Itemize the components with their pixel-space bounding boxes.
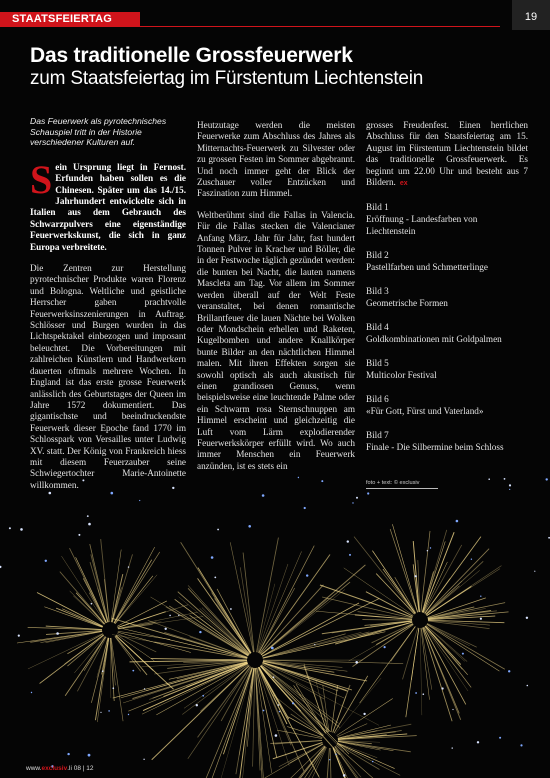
spark-dot — [262, 494, 265, 497]
spark-dot — [87, 515, 89, 517]
firework-streak — [112, 574, 123, 622]
header-rule — [140, 26, 500, 27]
spark-dot — [520, 744, 522, 746]
program-item-desc: «Für Gott, Fürst und Vaterland» — [366, 406, 484, 417]
spark-dot — [49, 492, 52, 495]
firework-streak — [355, 615, 412, 619]
spark-dot — [78, 534, 80, 536]
photo-credit: foto + text: © exclusiv — [366, 480, 438, 489]
firework-streak — [115, 636, 147, 675]
spark-dot — [172, 487, 174, 489]
spark-dot — [329, 759, 330, 760]
spark-dot — [462, 653, 464, 655]
program-item — [366, 393, 528, 417]
spark-dot — [0, 566, 2, 568]
firework-streak — [424, 627, 468, 691]
spark-dot — [31, 692, 32, 693]
program-item — [366, 201, 528, 237]
firework-streak — [290, 744, 324, 763]
spark-dot — [527, 685, 529, 687]
firework-streak — [152, 666, 250, 760]
program-item-desc: Finale - Die Silbermine beim Schloss — [366, 442, 504, 453]
spark-dot — [526, 617, 528, 619]
firework-streak — [427, 624, 505, 669]
lead-text: Das Feuerwerk als pyrotechnisches Schauspiel tritt in der Historie verschiedener Kulturen auf. — [30, 116, 167, 148]
spark-dot — [275, 734, 278, 737]
program-item-title: Bild 5 — [366, 358, 389, 369]
spark-dot — [88, 523, 91, 526]
body-paragraph — [366, 120, 528, 189]
spark-dot — [367, 492, 369, 494]
spark-dot — [356, 497, 358, 499]
program-item — [366, 321, 528, 345]
page-footer — [26, 765, 93, 772]
spark-dot — [321, 480, 323, 482]
spark-dot — [415, 692, 417, 694]
firework-streak — [243, 553, 254, 652]
section-tag: STAATSFEIERTAG — [0, 12, 140, 27]
firework-streak — [188, 588, 249, 654]
spark-dot — [509, 484, 511, 486]
column-3 — [366, 120, 528, 465]
spark-dot — [100, 712, 101, 713]
firework-streak — [257, 584, 275, 652]
spark-dot — [477, 741, 479, 743]
spark-dot — [335, 754, 336, 755]
firework-streak — [142, 663, 248, 714]
spark-dot — [248, 525, 251, 528]
intro-text: ein Ursprung liegt in Fernost. Erfunden haben sollen es die Chinesen. Später um das 14./15. Jahrhundert entwickelte sich in Italien aus dem Gebrauch des Schwarzpulvers eine eigenständige Feuerwerkskunst, die sich in ganz Europa verbreitete. — [30, 161, 186, 252]
spark-dot — [355, 661, 358, 664]
firework-streak — [422, 628, 452, 722]
closing-text: grosses Freudenfest. Einen herrlichen Abschluss für den Staatsfeiertag am 15. August im Fürstentum Liechtenstein bildet das traditionelle Grossfeuerwerk. Es beginnt um 22.00 Uhr und besteht aus 7 Bildern. — [366, 120, 528, 188]
program-item — [366, 285, 528, 309]
spark-dot — [456, 520, 459, 523]
firework-streak — [322, 597, 412, 618]
drop-cap: S — [30, 156, 53, 202]
footer-prefix: www. — [26, 765, 42, 772]
spark-dot — [347, 540, 349, 542]
firework-streak — [263, 632, 370, 658]
program-item-desc: Eröffnung - Landesfarben von Liechtenstein — [366, 214, 478, 237]
firework-streak — [335, 746, 380, 778]
program-item-desc: Geometrische Formen — [366, 298, 448, 309]
spark-dot — [384, 646, 386, 648]
firework-streak — [118, 616, 203, 628]
firework-streak — [112, 554, 132, 622]
spark-dot — [143, 759, 144, 760]
firework-streak — [257, 538, 279, 653]
program-item-title: Bild 3 — [366, 286, 389, 297]
spark-dot — [113, 687, 115, 689]
footer-suffix: .li 08 | 12 — [67, 765, 94, 772]
spark-dot — [352, 502, 353, 503]
body-paragraph: Heutzutage werden die meisten Feuerwerke zum Abschluss des Jahres als Mitternachts-Feuerwerk zu Silvester oder zu grossen Festen im Sommer abgebrannt. Und noch immer geht der Blick der Zuschauer voller Entzücken und Faszination zum Himmel. — [197, 120, 355, 199]
firework-streak — [258, 551, 301, 652]
firework-streak — [260, 585, 323, 654]
program-item-title: Bild 2 — [366, 250, 389, 261]
firework-streak — [221, 667, 251, 721]
spark-dot — [139, 500, 140, 501]
intro-paragraph — [30, 156, 186, 253]
body-paragraph: Weltberühmt sind die Fallas in Valencia. Für die Fallas stecken die Valencianer Anfang März, Jahr für Jahr, fast hundert Tonnen Pulver in Kracher und Böller, die in der Festwoche täglich gezündet werden: die bunten bei Nacht, die lauten namens Mascleta am Tag. Vor allem im Sommer werden überall auf der Welt Feste veranstaltet, bei denen romantische Brillantfeuer die lauen Nächte bei Wolken oder Mondschein erhellen und Raketen, Kugelbomben und andere Knallkörper bunte Bilder an den nächtlichen Himmel malen. Mit ihren Effekten sorgen sie sowohl optisch als auch akustisch für einen grandiosen Genuss, wenn beispielsweise eine leuchtende Palme oder ein Schwarm rosa Sternschnuppen am Himmel erscheint und gleichzeitig die Luft vom Lärm explodierender Feuerwerkskörper erfüllt wird. Wo auch immer Menschen ein Feuerwerk anzünden, ist es stets ein — [197, 209, 355, 471]
spark-dot — [144, 688, 145, 689]
spark-dot — [534, 571, 535, 572]
end-mark: ex — [399, 180, 408, 188]
article-headline — [30, 44, 530, 90]
spark-dot — [452, 709, 453, 710]
spark-dot — [214, 577, 216, 579]
spark-dot — [504, 478, 506, 480]
program-item-desc: Multicolor Festival — [366, 370, 437, 381]
body-paragraph: Die Zentren zur Herstellung pyrotechnischer Produkte waren Florenz und Bologna. Weltliche und geistliche Herrscher gaben prachtvolle Feuerwerksinszenierungen in Auftrag. Schlösser und Burgen wurden in das Lichtspektakel einbezogen und imposant beleuchtet. Die Vorbereitungen mit zahlreichen Künstlern und Handwerkern dauerten oftmals mehrere Wochen. In England ist das erste grosse Feuerwerk anlässlich des Geburtstages der Queen im Jahre 1572 dokumentiert. Das gigantischste und beeindruckendste Feuerwerk dieser Epoche fand 1770 im Schlosspark von Versailles unter Ludwig XV. statt. Der König von Frankreich hiess mit diesem Feuerzauber seine Schwiegertochter Marie-Antoinette willkommen. — [30, 263, 186, 490]
spark-dot — [298, 477, 299, 478]
spark-dot — [108, 710, 110, 712]
firework-streak — [115, 636, 141, 671]
firework-streak — [420, 628, 422, 715]
spark-dot — [480, 618, 482, 620]
program-item-title: Bild 7 — [366, 430, 389, 441]
fireworks-image — [0, 470, 550, 778]
spark-dot — [372, 761, 374, 763]
spark-dot — [82, 479, 84, 481]
spark-dot — [279, 711, 280, 712]
spark-dot — [128, 566, 129, 567]
firework-streak — [426, 570, 480, 615]
spark-dot — [56, 632, 59, 635]
spark-dot — [202, 695, 204, 697]
program-item-title: Bild 4 — [366, 322, 389, 333]
program-list — [366, 201, 528, 453]
firework-streak — [330, 748, 331, 778]
spark-dot — [480, 596, 481, 597]
firework-streak — [354, 537, 415, 614]
spark-dot — [423, 693, 425, 695]
firework-streak — [44, 607, 102, 628]
spark-dot — [442, 687, 444, 689]
spark-dot — [488, 478, 490, 480]
spark-dot — [18, 635, 20, 637]
program-item-title: Bild 6 — [366, 394, 389, 405]
spark-dot — [271, 647, 274, 650]
spark-dot — [304, 507, 306, 509]
spark-dot — [230, 608, 232, 610]
firework-streak — [261, 666, 344, 752]
spark-dot — [45, 560, 47, 562]
footer-brand: exclusiv — [41, 765, 68, 772]
firework-streak — [291, 714, 324, 736]
spark-dot — [196, 704, 198, 706]
firework-streak — [270, 740, 322, 743]
firework-streak — [118, 631, 170, 639]
spark-dot — [349, 554, 351, 556]
program-item-desc: Pastellfarben und Schmetterlinge — [366, 262, 488, 273]
spark-dot — [9, 527, 11, 529]
firework-streak — [65, 637, 105, 696]
spark-dot — [132, 670, 134, 672]
firework-streak — [217, 589, 251, 653]
spark-dot — [165, 628, 167, 630]
spark-dot — [102, 670, 104, 672]
spark-dot — [509, 489, 510, 490]
firework-streak — [179, 597, 249, 655]
spark-dot — [128, 714, 129, 715]
firework-streak — [305, 747, 326, 778]
program-item — [366, 357, 528, 381]
spark-dot — [508, 670, 510, 672]
firework-streak — [424, 545, 462, 613]
program-item-desc: Goldkombinationen mit Goldpalmen — [366, 334, 502, 345]
spark-dot — [20, 528, 23, 531]
spark-dot — [471, 559, 472, 560]
spark-dot — [111, 492, 114, 495]
firework-streak — [262, 599, 379, 657]
article-subtitle: zum Staatsfeiertag im Fürstentum Liechtenstein — [30, 68, 424, 89]
spark-dot — [88, 754, 91, 757]
firework-streak — [263, 632, 362, 658]
page-number: 19 — [512, 0, 550, 30]
firework-streak — [262, 663, 344, 698]
spark-dot — [292, 702, 294, 704]
article-title: Das traditionelle Grossfeuerwerk — [30, 44, 353, 67]
firework-streak — [333, 747, 350, 778]
firework-streak — [188, 585, 250, 654]
firework-streak — [151, 659, 247, 660]
column-1 — [30, 116, 186, 491]
spark-dot — [314, 644, 315, 645]
spark-dot — [415, 575, 417, 577]
spark-dot — [199, 631, 201, 633]
firework-streak — [287, 727, 322, 738]
firework-streak — [326, 748, 329, 778]
spark-dot — [217, 529, 219, 531]
firework-streak — [337, 743, 377, 758]
spark-dot — [91, 603, 93, 605]
firework-streak — [56, 608, 102, 627]
spark-dot — [546, 478, 548, 480]
page-header — [0, 0, 550, 34]
firework-streak — [337, 698, 393, 735]
spark-dot — [178, 615, 179, 616]
spark-dot — [343, 774, 346, 777]
firework-streak — [263, 660, 403, 663]
spark-dot — [263, 710, 265, 712]
firework-streak — [338, 741, 411, 752]
program-item-title: Bild 1 — [366, 202, 389, 213]
spark-dot — [499, 737, 501, 739]
spark-dot — [169, 615, 171, 617]
spark-dot — [306, 574, 308, 576]
spark-dot — [211, 556, 214, 559]
spark-dot — [273, 676, 275, 678]
firework-streak — [336, 745, 377, 778]
firework-streak — [337, 744, 380, 769]
program-item — [366, 429, 528, 453]
firework-streak — [277, 730, 322, 738]
firework-streak — [426, 581, 462, 615]
spark-dot — [67, 753, 69, 755]
spark-dot — [427, 550, 428, 551]
spark-dot — [452, 747, 453, 748]
firework-streak — [114, 560, 152, 623]
column-2 — [197, 120, 355, 472]
spark-dot — [363, 713, 365, 715]
spark-dot — [278, 704, 280, 706]
spark-dot — [430, 547, 431, 548]
program-item — [366, 249, 528, 273]
